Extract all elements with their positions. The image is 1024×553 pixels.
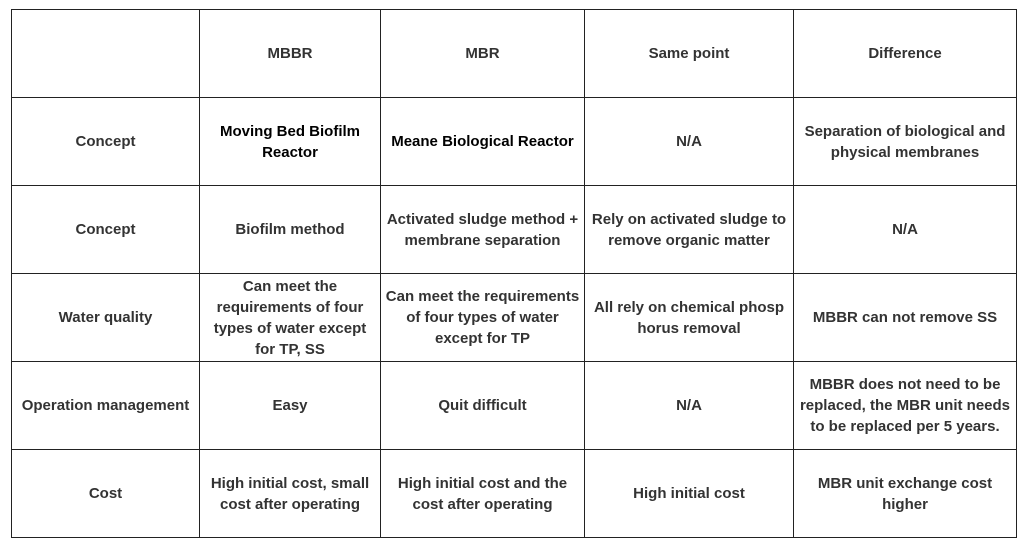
table-cell: High initial cost, small cost after operating bbox=[200, 450, 381, 538]
table-cell: Moving Bed Biofilm Reactor bbox=[200, 98, 381, 186]
table-cell: High initial cost and the cost after operating bbox=[381, 450, 585, 538]
table-row bbox=[12, 274, 1017, 362]
row-label-concept: Concept bbox=[12, 98, 200, 186]
mbbr-mbr-comparison-table bbox=[11, 9, 1017, 538]
table-cell: N/A bbox=[585, 98, 794, 186]
table-cell: Separation of biological and physical membranes bbox=[794, 98, 1017, 186]
table-cell: Biofilm method bbox=[200, 186, 381, 274]
table-header-row bbox=[12, 10, 1017, 98]
header-cell-mbr: MBR bbox=[381, 10, 585, 98]
table-row bbox=[12, 450, 1017, 538]
table-cell: Meane Biological Reactor bbox=[381, 98, 585, 186]
table-cell: All rely on chemical phosp horus removal bbox=[585, 274, 794, 362]
table-cell: MBBR does not need to be replaced, the MBR unit needs to be replaced per 5 years. bbox=[794, 362, 1017, 450]
table-cell: Can meet the requirements of four types of water except for TP, SS bbox=[200, 274, 381, 362]
table-cell: MBBR can not remove SS bbox=[794, 274, 1017, 362]
table-cell: MBR unit exchange cost higher bbox=[794, 450, 1017, 538]
row-label-operation-management: Operation management bbox=[12, 362, 200, 450]
table-row bbox=[12, 98, 1017, 186]
table-cell: Rely on activated sludge to remove organic matter bbox=[585, 186, 794, 274]
header-cell-mbbr: MBBR bbox=[200, 10, 381, 98]
header-cell-corner bbox=[12, 10, 200, 98]
header-cell-same-point: Same point bbox=[585, 10, 794, 98]
table-cell: Activated sludge method + membrane separation bbox=[381, 186, 585, 274]
header-cell-difference: Difference bbox=[794, 10, 1017, 98]
comparison-table-container bbox=[11, 9, 1017, 538]
table-cell: Can meet the requirements of four types of water except for TP bbox=[381, 274, 585, 362]
table-cell: Quit difficult bbox=[381, 362, 585, 450]
table-row bbox=[12, 362, 1017, 450]
table-row bbox=[12, 186, 1017, 274]
table-cell: N/A bbox=[794, 186, 1017, 274]
table-cell: N/A bbox=[585, 362, 794, 450]
row-label-concept: Concept bbox=[12, 186, 200, 274]
table-cell: Easy bbox=[200, 362, 381, 450]
row-label-water-quality: Water quality bbox=[12, 274, 200, 362]
row-label-cost: Cost bbox=[12, 450, 200, 538]
table-cell: High initial cost bbox=[585, 450, 794, 538]
